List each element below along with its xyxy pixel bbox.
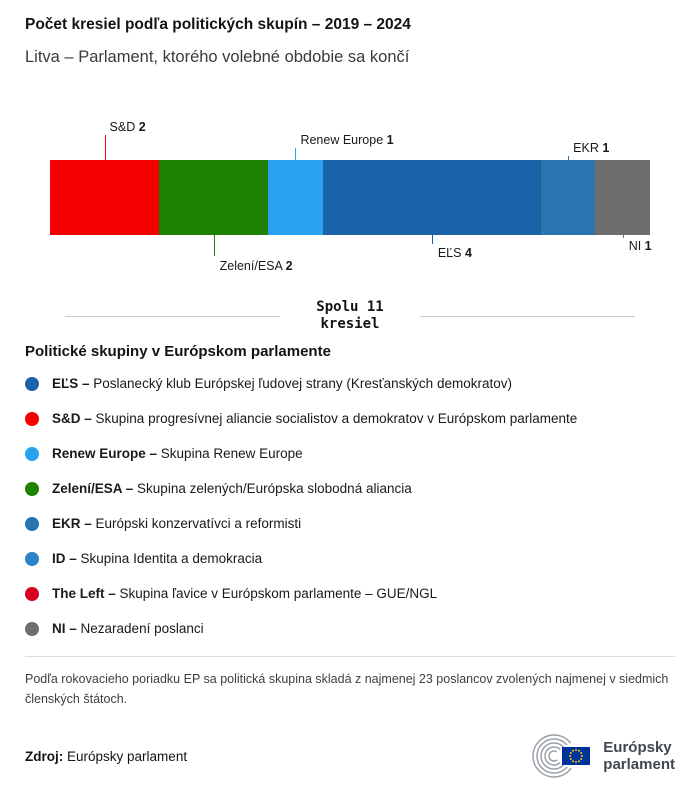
bar-segment-ni	[595, 160, 650, 235]
leader-line-ni	[623, 235, 624, 238]
total-seats	[65, 299, 635, 333]
group-color-dot-greens	[25, 482, 39, 496]
bar-segment-greens	[159, 160, 268, 235]
seats-bar-chart	[50, 119, 650, 291]
legend-item-renew: Renew Europe – Skupina Renew Europe	[25, 446, 675, 461]
footer-divider	[25, 656, 675, 657]
legend-item-epp: EĽS – Poslanecký klub Európskej ľudovej strany (Kresťanských demokratov)	[25, 376, 675, 391]
leader-line-renew	[295, 148, 296, 160]
footnote-text: Podľa rokovacieho poriadku EP sa politická skupina skladá z najmenej 23 poslancov zvolených najmenej v siedmich členských štátoch.	[25, 672, 669, 706]
segment-label-epp: EĽS 4	[437, 246, 472, 260]
european-parliament-logo	[529, 731, 675, 781]
legend-item-ecr: EKR – Európski konzervatívci a reformisti	[25, 516, 675, 531]
legend-list	[25, 376, 675, 636]
total-divider-right	[420, 316, 635, 317]
stacked-bar	[50, 160, 650, 235]
segment-label-greens: Zelení/ESA 2	[219, 259, 293, 273]
group-color-dot-id	[25, 552, 39, 566]
group-color-dot-ni	[25, 622, 39, 636]
total-divider-left	[65, 316, 280, 317]
legend-item-left: The Left – Skupina ľavice v Európskom parlamente – GUE/NGL	[25, 586, 675, 601]
segment-label-ni: NI 1	[628, 239, 652, 253]
ep-logo-wordmark: Európsky parlament	[603, 739, 675, 773]
legend-item-sd: S&D – Skupina progresívnej aliancie socialistov a demokratov v Európskom parlamente	[25, 411, 675, 426]
bar-segment-epp	[323, 160, 541, 235]
segment-label-renew: Renew Europe 1	[300, 133, 394, 147]
segment-label-ecr: EKR 1	[573, 141, 610, 155]
total-seats-label: Spolu 11 kresiel	[316, 299, 384, 332]
leader-line-sd	[105, 135, 106, 160]
page-subtitle: Litva – Parlament, ktorého volebné obdobie sa končí	[25, 48, 410, 66]
group-color-dot-sd	[25, 412, 39, 426]
legend-item-greens: Zelení/ESA – Skupina zelených/Európska slobodná aliancia	[25, 481, 675, 496]
group-color-dot-ecr	[25, 517, 39, 531]
legend-item-ni: NI – Nezaradení poslanci	[25, 621, 675, 636]
group-color-dot-left	[25, 587, 39, 601]
leader-line-greens	[214, 235, 215, 256]
legend-item-id: ID – Skupina Identita a demokracia	[25, 551, 675, 566]
page-title: Počet kresiel podľa politických skupín – 2019 – 2024	[25, 16, 411, 33]
bar-segment-sd	[50, 160, 159, 235]
group-color-dot-epp	[25, 377, 39, 391]
bar-segment-renew	[268, 160, 323, 235]
eu-flag-icon	[562, 747, 590, 765]
group-color-dot-renew	[25, 447, 39, 461]
bar-segment-ecr	[541, 160, 596, 235]
source-line: Zdroj: Európsky parlament	[25, 748, 188, 764]
legend-heading: Politické skupiny v Európskom parlamente	[25, 343, 331, 360]
leader-line-epp	[432, 235, 433, 244]
ep-hemicycle-icon	[529, 731, 595, 781]
footer-row	[25, 731, 675, 781]
leader-line-ecr	[568, 156, 569, 160]
segment-label-sd: S&D 2	[109, 120, 146, 134]
